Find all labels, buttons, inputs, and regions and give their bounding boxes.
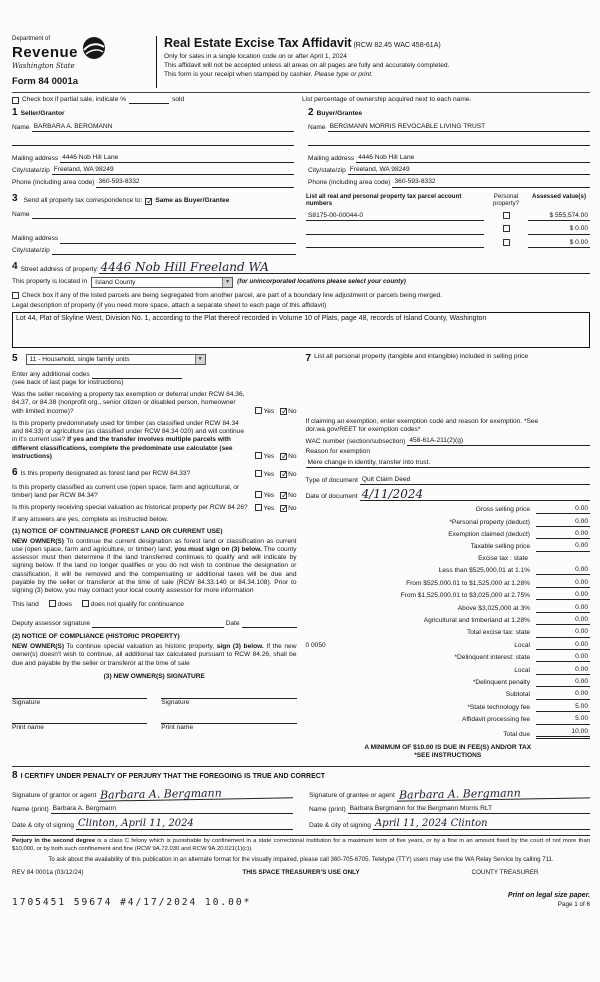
section-buyer — [308, 107, 590, 187]
question-forest-label: Is this property designated as forest land per RCW 84.33? — [20, 470, 191, 478]
header-note-receipt-text: This form is your receipt when stamped by cashier. — [164, 71, 315, 79]
cashier-stamp: 1705451 59674 #4/17/2024 10.00* — [12, 897, 252, 909]
section8-number: 8 — [12, 770, 18, 782]
tax-total-row — [306, 690, 591, 699]
new-owner-printname-cell — [12, 715, 147, 732]
parcel-col-assessed-header: Assessed value(s) — [532, 192, 586, 200]
yes-label: Yes — [263, 471, 275, 479]
tax-row-value[interactable]: 0.00 — [536, 653, 590, 662]
question-historic-answers — [251, 504, 296, 513]
section-seller — [12, 107, 294, 187]
tax-row-value[interactable]: 0.00 — [536, 518, 590, 527]
historic-yes-checkbox[interactable] — [255, 504, 262, 511]
tax-row-value[interactable]: 0.00 — [536, 505, 590, 514]
notice-compliance-title: (2) NOTICE OF COMPLIANCE (HISTORIC PROPERTY) — [12, 632, 180, 640]
date-label: Date — [225, 619, 240, 627]
additional-codes-field[interactable] — [92, 371, 182, 379]
notice-continuance-text — [12, 538, 297, 596]
county-select[interactable] — [91, 277, 233, 288]
ownership-percentage-note: List percentage of ownership acquired next to each name. — [302, 95, 472, 103]
parcel-account-field[interactable] — [306, 227, 484, 235]
form-header — [12, 36, 590, 88]
tax-rate-row — [306, 604, 591, 613]
header-divider — [156, 36, 157, 88]
partial-sale-checkbox[interactable] — [12, 97, 19, 104]
tax-row-value[interactable]: 0.00 — [536, 678, 590, 687]
type-of-document-field[interactable]: Quit Claim Deed — [360, 476, 590, 485]
notice-compliance-body1: To continue special valuation as historic property, — [64, 643, 217, 651]
right-column — [306, 353, 591, 760]
seller-city-field[interactable]: Freeland, WA 98249 — [52, 166, 294, 175]
form-title: Real Estate Excise Tax Affidavit — [164, 36, 352, 50]
question-currentuse-answers — [251, 491, 296, 500]
personal-property-blank-area[interactable] — [306, 366, 591, 418]
tax-row-value[interactable]: 0.00 — [536, 579, 590, 588]
seller-name-field[interactable]: BARBARA A. BERGMANN — [32, 123, 294, 132]
new-owners-signature-title: (3) NEW OWNER(S) SIGNATURE — [103, 672, 205, 680]
no-label: No — [288, 505, 297, 513]
print-name-label: Print name — [12, 724, 44, 732]
dor-state-label: Washington State — [12, 62, 75, 71]
tax-row-label: Local — [514, 666, 530, 674]
grantor-signature-field[interactable]: Barbara A. Bergmann — [98, 786, 293, 801]
no-label: No — [288, 452, 297, 460]
tax-row — [306, 542, 591, 551]
section1-number: 1 — [12, 107, 18, 119]
section-correspondence — [12, 193, 296, 255]
section6-number: 6 — [12, 467, 18, 479]
section4-number: 4 — [12, 261, 18, 273]
correspondence-name-label: Name — [12, 211, 30, 219]
notice-compliance-text — [12, 643, 297, 668]
tax-row-label: Exemption claimed (deduct) — [448, 530, 530, 538]
sign-below-bold: sign (3) below. — [216, 643, 264, 651]
wac-number-label: WAC number (section/subsection) — [305, 438, 406, 446]
question-timber-text-normal: Is this property predominately used for timber (as classified under RCW 84.34 and 84.33) or agriculture (as classified under RCW 84.34 020) and will continue in it's current use? — [12, 419, 245, 444]
tax-total-due-row — [306, 728, 591, 739]
if-any-yes-note: If any answers are yes, complete as instructed below. — [12, 516, 169, 524]
additional-codes-label: Enter any additional codes — [12, 370, 90, 378]
tax-total-row — [306, 628, 591, 637]
question-timber-answers — [251, 452, 296, 461]
bottom-row — [12, 892, 590, 909]
section3-number: 3 — [12, 192, 18, 204]
section2-number: 2 — [308, 107, 314, 119]
yes-label: Yes — [263, 407, 275, 415]
grantee-printname-field[interactable]: Barbara Bergmann for the Bergmann Morris RLT — [348, 805, 590, 814]
seller-mailing-label: Mailing address — [12, 154, 59, 162]
no-label: No — [288, 491, 297, 499]
new-owner-printname-field[interactable] — [12, 715, 147, 724]
seller-phone-field[interactable]: 360-593-8332 — [96, 178, 294, 187]
buyer-city-label: City/state/zip — [308, 167, 346, 175]
property-use-select[interactable] — [26, 354, 206, 365]
correspondence-mailing-field[interactable] — [60, 236, 296, 244]
question-historic-text: Is this property receiving special valuation as historical property per RCW 84.26? — [12, 504, 248, 512]
treasurer-space-label: THIS SPACE TREASURER'S USE ONLY — [242, 868, 360, 876]
located-in-label: This property is located in — [12, 278, 88, 286]
form-title-rcw-ref: (RCW 82.45 WAC 458-61A) — [353, 42, 441, 49]
section5-number: 5 — [12, 353, 18, 365]
tax-total-row — [306, 641, 591, 650]
correspondence-mailing-label: Mailing address — [12, 235, 59, 243]
local-code-value[interactable]: 0 0050 — [305, 641, 326, 649]
dor-logo-icon — [82, 36, 106, 60]
tax-row-value[interactable]: 0.00 — [536, 542, 590, 551]
does-not-label: does not qualify for continuance — [90, 601, 184, 609]
grantee-signature-field[interactable]: Barbara A. Bergmann — [397, 786, 590, 801]
buyer-name-field[interactable]: BERGMANN MORRIS REVOCABLE LIVING TRUST — [328, 123, 590, 132]
must-sign-bold: you must sign on (3) below. — [174, 545, 262, 553]
question-currentuse-text: Is this property classified as current use (open space, farm and agricultural, or timber) land per RCW 84.34? — [12, 483, 240, 499]
tax-row-label: Agricultural and timberland at 1.28% — [423, 616, 530, 624]
tax-row-label: Subtotal — [505, 691, 530, 699]
perjury-notice — [12, 835, 590, 853]
exemption-no-checkbox[interactable]: ✓ — [281, 406, 288, 416]
tax-row-value[interactable]: 0.00 — [536, 641, 590, 650]
section7-title: List all personal property (tangible and intangible) included in selling price — [314, 353, 529, 361]
parcel-account-field[interactable] — [306, 240, 484, 248]
new-owner-signature-field[interactable] — [161, 690, 296, 699]
header-note-receipt — [164, 71, 590, 79]
segregated-label: Check box if any of the listed parcels are being segregated from another parcel, are part of a boundary line adjustment or parcels being merged. — [22, 291, 443, 299]
buyer-name-label: Name — [308, 123, 326, 131]
header-note-single-location: Only for sales in a single location code on or after April 1, 2024 — [164, 52, 347, 60]
deputy-assessor-label: Deputy assessor signature — [12, 619, 91, 627]
parcel-row — [306, 239, 590, 248]
new-owners-lead: NEW OWNER(S) — [12, 537, 65, 545]
buyer-name2-field[interactable] — [308, 138, 590, 146]
excise-tax-header-row — [306, 555, 591, 563]
grantee-printname-label: Name (print) — [309, 805, 346, 813]
new-owner-signature-field[interactable] — [12, 690, 147, 699]
tax-row-value[interactable]: 0.00 — [536, 604, 590, 613]
new-owner-signature-cell — [161, 690, 296, 707]
tax-row-label: Taxable selling price — [470, 543, 530, 551]
section2-title: Buyer/Grantee — [316, 110, 363, 118]
parcel-table — [306, 193, 590, 255]
correspondence-city-field[interactable] — [52, 247, 296, 255]
tax-row-label: From $1,525,000.01 to $3,025,000 at 2.75% — [400, 592, 530, 600]
footer-row — [12, 869, 590, 877]
signature-label: Signature — [161, 699, 190, 707]
notice-continuance-body1: To continue the current designation as forest land or classification as current use (open space, farm and agriculture, or timber) land, — [12, 537, 297, 553]
reason-for-exemption-field[interactable]: Mere change in identity, transfer into trust. — [306, 459, 591, 468]
parcel-assessed-field[interactable]: $ 0.00 — [528, 225, 590, 234]
timber-yes-checkbox[interactable] — [255, 452, 262, 459]
tax-rate-row — [306, 591, 591, 600]
buyer-phone-field[interactable]: 360-593-8332 — [392, 178, 590, 187]
question-forest-text — [12, 467, 251, 480]
new-owner-printname-cell — [161, 715, 296, 732]
tax-total-row — [306, 703, 591, 712]
section-certify — [12, 766, 590, 830]
buyer-mailing-field[interactable]: 4446 Nob Hill Lane — [356, 154, 590, 163]
grantee-signature-label: Signature of grantee or agent — [309, 791, 395, 799]
tax-total-row — [306, 715, 591, 724]
legal-description-label: Legal description of property (if you need more space, attach a separate sheet to each page of this affidavit) — [12, 301, 327, 309]
tax-row-label: Gross selling price — [475, 506, 530, 514]
partial-sale-label: Check box if partial sale, indicate % — [22, 95, 127, 103]
seller-phone-label: Phone (including area code) — [12, 179, 95, 187]
question-exemption-answers — [251, 407, 296, 416]
correspondence-name-field[interactable] — [32, 211, 296, 219]
currentuse-no-checkbox[interactable]: ✓ — [281, 490, 288, 500]
tax-rate-row — [306, 579, 591, 588]
county-select-value: Island County — [95, 278, 136, 286]
print-legal-note: Print on legal size paper. — [507, 892, 590, 900]
tax-row-value[interactable]: 5.00 — [536, 715, 590, 724]
chevron-down-icon[interactable]: ▼ — [222, 278, 232, 287]
date-of-document-label: Date of document — [305, 492, 358, 500]
rev-number: REV 84 0001a (03/12/24) — [12, 868, 84, 876]
new-owner-signature-cell — [12, 690, 147, 707]
correspondence-intro: Send all property tax correspondence to: — [23, 196, 143, 204]
certify-statement: I CERTIFY UNDER PENALTY OF PERJURY THAT THE FOREGOING IS TRUE AND CORRECT — [20, 773, 326, 781]
forest-no-checkbox[interactable]: ✓ — [281, 470, 288, 480]
grantee-date-city-field[interactable]: April 11, 2024 Clinton — [373, 819, 590, 830]
yes-label: Yes — [263, 491, 275, 499]
parcel-row — [306, 212, 590, 221]
minimum-due-note: A MINIMUM OF $10.00 IS DUE IN FEE(S) AND/OR TAX — [364, 743, 532, 751]
seller-name2-field[interactable] — [12, 138, 294, 146]
no-label: No — [288, 407, 297, 415]
tax-row-label: *Delinquent interest: state — [454, 654, 530, 662]
section1-title: Seller/Grantor — [20, 110, 65, 118]
tax-row-value[interactable]: 0.00 — [536, 690, 590, 699]
currentuse-yes-checkbox[interactable] — [255, 491, 262, 498]
forest-yes-checkbox[interactable] — [255, 470, 262, 477]
partial-sale-percent-field[interactable] — [129, 96, 169, 104]
grantor-printname-field[interactable]: Barbara A. Bergmann — [51, 805, 293, 814]
property-use-value: 11 - Household, single family units — [29, 355, 130, 363]
new-owner-printname-field[interactable] — [161, 715, 296, 724]
does-label: does — [57, 601, 72, 609]
chevron-down-icon[interactable]: ▼ — [195, 355, 205, 364]
tax-row-value[interactable]: 0.00 — [536, 591, 590, 600]
see-instructions-note: *SEE INSTRUCTIONS — [414, 752, 482, 760]
new-owners-lead: NEW OWNER(S) — [12, 643, 65, 651]
section7-number: 7 — [305, 353, 312, 365]
correspondence-city-label: City/state/zip — [12, 246, 50, 254]
tax-row-label: Total excise tax: state — [466, 629, 530, 637]
buyer-mailing-label: Mailing address — [308, 154, 355, 162]
parcel-personal-checkbox[interactable] — [503, 212, 510, 219]
county-treasurer-label: COUNTY TREASURER — [471, 868, 539, 876]
exemption-yes-checkbox[interactable] — [255, 407, 262, 414]
same-as-buyer-label: Same as Buyer/Grantee — [155, 196, 230, 204]
land-does-not-checkbox[interactable] — [82, 600, 89, 607]
street-address-field[interactable]: 4446 Nob Hill Freeland WA — [99, 261, 590, 274]
deputy-date-field[interactable] — [242, 620, 297, 628]
parcel-assessed-field[interactable]: $ 0.00 — [528, 239, 590, 248]
tax-row-value[interactable]: 0.00 — [536, 530, 590, 539]
grantee-date-city-label: Date & city of signing — [309, 821, 371, 829]
tax-row-label: From $525,000.01 to $1,525,000 at 1.28% — [406, 579, 530, 587]
dor-wordmark: Revenue — [12, 43, 79, 61]
type-of-document-label: Type of document — [305, 476, 358, 484]
grantor-signature-label: Signature of grantor or agent — [12, 791, 97, 799]
tax-computation-table — [306, 505, 591, 760]
left-column — [12, 353, 297, 760]
parcel-col-personal-header: Personal property? — [492, 192, 520, 208]
header-note-complete: This affidavit will not be accepted unless all areas on all pages are fully and accurately completed. — [164, 61, 450, 69]
seller-name-label: Name — [12, 123, 30, 131]
this-land-label: This land — [12, 601, 39, 609]
question-timber-text — [12, 420, 251, 461]
print-name-label: Print name — [161, 724, 194, 732]
located-in-note: (for unincorporated locations please select your county) — [237, 278, 406, 286]
question-exemption-text: Was the seller receiving a property tax exemption or deferral under RCW 84.36, 84.37, or 84.38 (nonprofit org., senior citizen or disabled person, homeowner with limited income)? — [12, 391, 245, 415]
signature-label: Signature — [12, 699, 41, 707]
tax-row — [306, 530, 591, 539]
accessibility-note: To ask about the availability of this publication in an alternate format for the visually impaired, please call 360-705-6705. Teletype (TTY) users may use the WA Relay Service by calling 711. — [48, 855, 554, 863]
tax-row-label: Affidavit processing fee — [461, 716, 530, 724]
tax-rate-row — [306, 616, 591, 625]
buyer-city-field[interactable]: Freeland, WA 98249 — [348, 166, 590, 175]
grantor-date-city-field[interactable]: Clinton, April 11, 2024 — [76, 819, 293, 830]
parcel-personal-checkbox[interactable] — [503, 239, 510, 246]
tax-row-label: Local — [514, 641, 530, 649]
land-does-checkbox[interactable] — [49, 600, 56, 607]
parcel-account-field[interactable]: S8175-00-00044-0 — [306, 212, 484, 221]
tax-row — [306, 518, 591, 527]
tax-rate-row — [306, 566, 591, 575]
tax-total-row — [306, 666, 591, 675]
same-as-buyer-checkbox[interactable]: ✓ — [146, 197, 154, 207]
land-qualify-row — [12, 600, 297, 609]
dor-logo-block — [12, 36, 154, 88]
seller-city-label: City/state/zip — [12, 167, 50, 175]
tax-row-label: *Personal property (deduct) — [449, 518, 530, 526]
tax-row — [306, 505, 591, 514]
excise-tax-header: Excise tax : state — [478, 554, 528, 562]
question-forest-answers — [251, 470, 296, 479]
parcel-col-accounts-header: List all real and personal property tax parcel account numbers — [306, 192, 462, 208]
parcel-personal-checkbox[interactable] — [503, 225, 510, 232]
header-note-type-or-print: Please type or print. — [314, 71, 373, 79]
tax-row-value[interactable]: 0.00 — [536, 666, 590, 675]
section-property — [12, 261, 590, 348]
tax-row-label: *Delinquent penalty — [472, 679, 530, 687]
partial-sale-row — [12, 92, 590, 104]
reason-for-exemption-label: Reason for exemption — [305, 448, 371, 456]
yes-label: Yes — [263, 452, 275, 460]
perjury-lead: Perjury in the second degree — [12, 838, 96, 845]
tax-row-value[interactable]: 0.00 — [536, 628, 590, 637]
seller-mailing-field[interactable]: 4446 Nob Hill Lane — [60, 154, 294, 163]
tax-row-label: Less than $525,000.01 at 1.1% — [438, 567, 530, 575]
parcel-row — [306, 225, 590, 234]
notice-compliance-body2: If the new owner(s) doesn't wish to continue, all additional tax calculated pursuant to RCW 84.26, shall be due and payable by the seller or transferor at the time of sale — [12, 643, 297, 667]
street-address-label: Street address of property: — [20, 265, 99, 273]
tax-row-label: *State technology fee — [467, 703, 530, 711]
tax-total-row — [306, 678, 591, 687]
date-of-document-field[interactable]: 4/11/2024 — [360, 488, 590, 501]
tax-row-label: Total due — [503, 730, 530, 738]
see-back-note: (see back of last page for instructions) — [12, 378, 124, 386]
no-label: No — [288, 471, 297, 479]
page-indicator: Page 1 of 6 — [557, 901, 590, 909]
question-timber-text-bold: If yes and the transfer involves multiple parcels with different classifications, complete the predominate use calculator (see instructions) — [12, 436, 233, 460]
historic-no-checkbox[interactable]: ✓ — [281, 504, 288, 514]
tax-row-value[interactable]: 0.00 — [536, 566, 590, 575]
tax-total-row — [306, 653, 591, 662]
grantor-date-city-label: Date & city of signing — [12, 821, 74, 829]
legal-description-field[interactable]: Lot 44, Plat of Skyline West, Division No. 1, according to the Plat thereof recorded in Volume 10 of Plats, page 48, records of Island County, Washington — [12, 312, 590, 348]
perjury-body: is a class C felony which is punishable by confinement in a state correctional institution for a maximum term of five years, or by a fine in an amount fixed by the court of not more than $10,000, or by both such confinement and fine (RCW 9A.72.030 and RCW 9A.20.021(1)(c)). — [12, 838, 590, 852]
notice-continuance-body2: The county assessor must then determine if the land transferred continues to qualify and will indicate by signing below. If the land no longer qualifies or you do not wish to continue the designation or classification, it will be removed and the compensating or additional taxes will be due and payable by the seller or transferor at the time of sale (RCW 84.33.140 or 84.34.108). Prior to signing (3) below, you may contact your local county assessor for more information — [12, 545, 297, 595]
grantor-printname-label: Name (print) — [12, 805, 49, 813]
notice-continuance-title: (1) NOTICE OF CONTINUANCE (FOREST LAND OR CURRENT USE) — [12, 527, 223, 535]
timber-no-checkbox[interactable]: ✓ — [281, 451, 288, 461]
partial-sale-sold-label: sold — [172, 95, 185, 103]
wac-number-field[interactable]: 458-61A-211(2)(g) — [407, 437, 590, 446]
yes-label: Yes — [263, 505, 275, 513]
dor-dept-label: Department of — [12, 36, 51, 42]
tax-row-value[interactable]: 0.00 — [536, 616, 590, 625]
segregated-checkbox[interactable] — [12, 292, 19, 299]
tax-row-label: Above $3,025,000 at 3% — [457, 604, 530, 612]
buyer-phone-label: Phone (including area code) — [308, 179, 391, 187]
exemption-note: If claiming an exemption, enter exemption code and reason for exemption. *See dor.wa.gov/REET for exemption codes* — [305, 417, 539, 433]
total-due-value[interactable]: 10.00 — [536, 728, 590, 739]
deputy-assessor-signature-field[interactable] — [92, 620, 223, 628]
tax-row-value[interactable]: 5.00 — [536, 703, 590, 712]
parcel-assessed-field[interactable]: $ 555,574.00 — [528, 212, 590, 221]
form-number: Form 84 0001a — [12, 76, 79, 87]
